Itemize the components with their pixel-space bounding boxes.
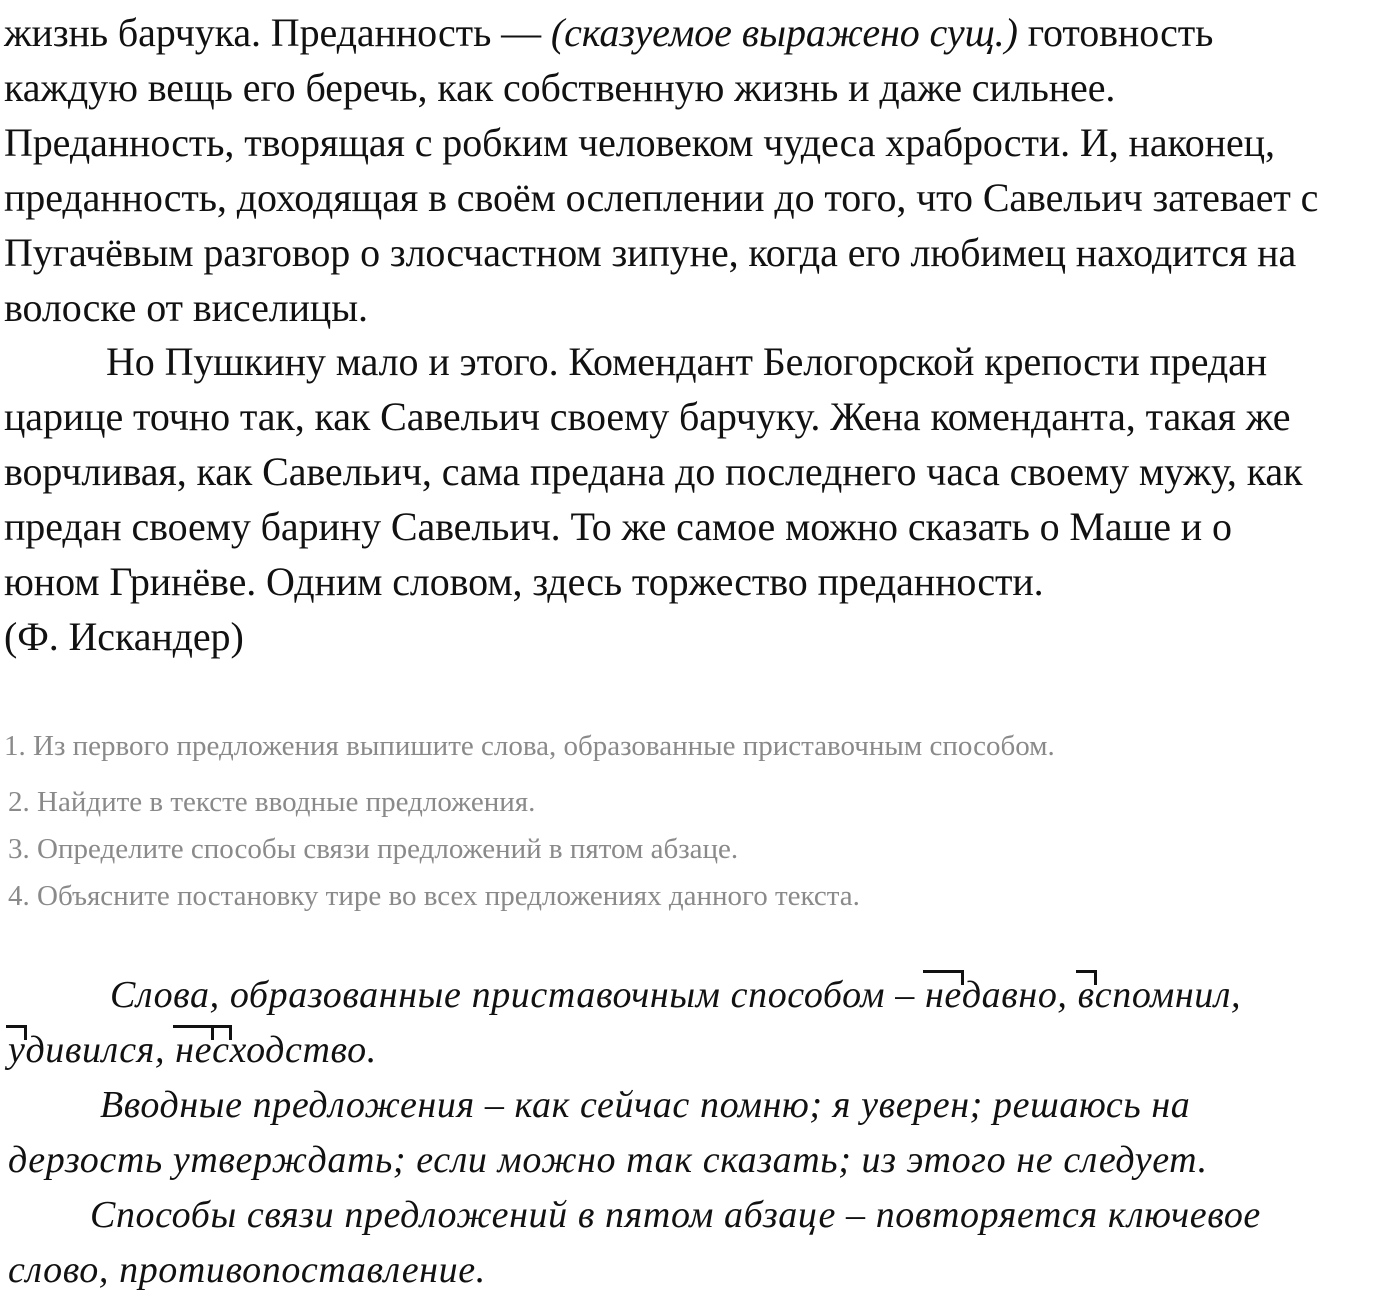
passage-line: Пугачёвым разговор о злосчастном зипуне, когда его любимец находится на [4,230,1297,275]
passage-text: жизнь барчука. Преданность — [4,10,551,55]
passage-line: преданность, доходящая в своём ослеплении до того, что Савельич затевает с [4,175,1319,220]
passage-line: предан своему барину Савельич. То же самое можно сказать о Маше и о [4,504,1232,549]
prefix-mark: в [1078,968,1095,1022]
answer-2-cont: дерзость утверждать; если можно так сказать; из этого не следует. [8,1139,1208,1181]
passage-author: (Ф. Искандер) [4,614,244,659]
passage-line: волоске от виселицы. [4,285,368,330]
answer-1-cont [8,1023,377,1077]
prefix-mark: не [925,968,962,1022]
answer-1 [110,968,1241,1022]
passage-text: готовность [1017,10,1214,55]
answer-text: ходство. [229,1029,377,1071]
passage-line: юном Гринёве. Одним словом, здесь торжество преданности. [4,559,1044,604]
prefix-mark: не [175,1023,212,1077]
question-item: 3. Определите способы связи предложений в пятом абзаце. [8,833,739,865]
passage-line: ворчливая, как Савельич, сама предана до последнего часа своему мужу, как [4,449,1303,494]
question-item: 1. Из первого предложения выпишите слова, образованные приставочным способом. [4,730,1055,762]
question-item: 4. Объясните постановку тире во всех предложениях данного текста. [8,880,860,912]
answer-text: Слова, образованные приставочным способом – [110,974,925,1016]
prefix-mark: у [8,1023,25,1077]
passage-line: Но Пушкину мало и этого. Комендант Белогорской крепости предан [106,339,1268,384]
prefix-mark: с [212,1023,229,1077]
passage-line: каждую вещь его беречь, как собственную жизнь и даже сильнее. [4,65,1116,110]
answer-text: давно, [961,974,1078,1016]
passage-line: Преданность, творящая с робким человеком чудеса храбрости. И, наконец, [4,120,1275,165]
answer-text: дивился, [25,1029,176,1071]
question-item: 2. Найдите в тексте вводные предложения. [8,786,536,818]
passage-line [4,6,1213,60]
answer-text: спомнил, [1094,974,1242,1016]
answer-3: Способы связи предложений в пятом абзаце – повторяется ключевое [90,1194,1261,1236]
grammar-note: (сказуемое выражено сущ.) [550,10,1018,55]
answer-3-cont: слово, противопоставление. [8,1249,486,1291]
passage-line: царице точно так, как Савельич своему барчуку. Жена коменданта, такая же [4,394,1291,439]
answer-2: Вводные предложения – как сейчас помню; я уверен; решаюсь на [100,1084,1191,1126]
